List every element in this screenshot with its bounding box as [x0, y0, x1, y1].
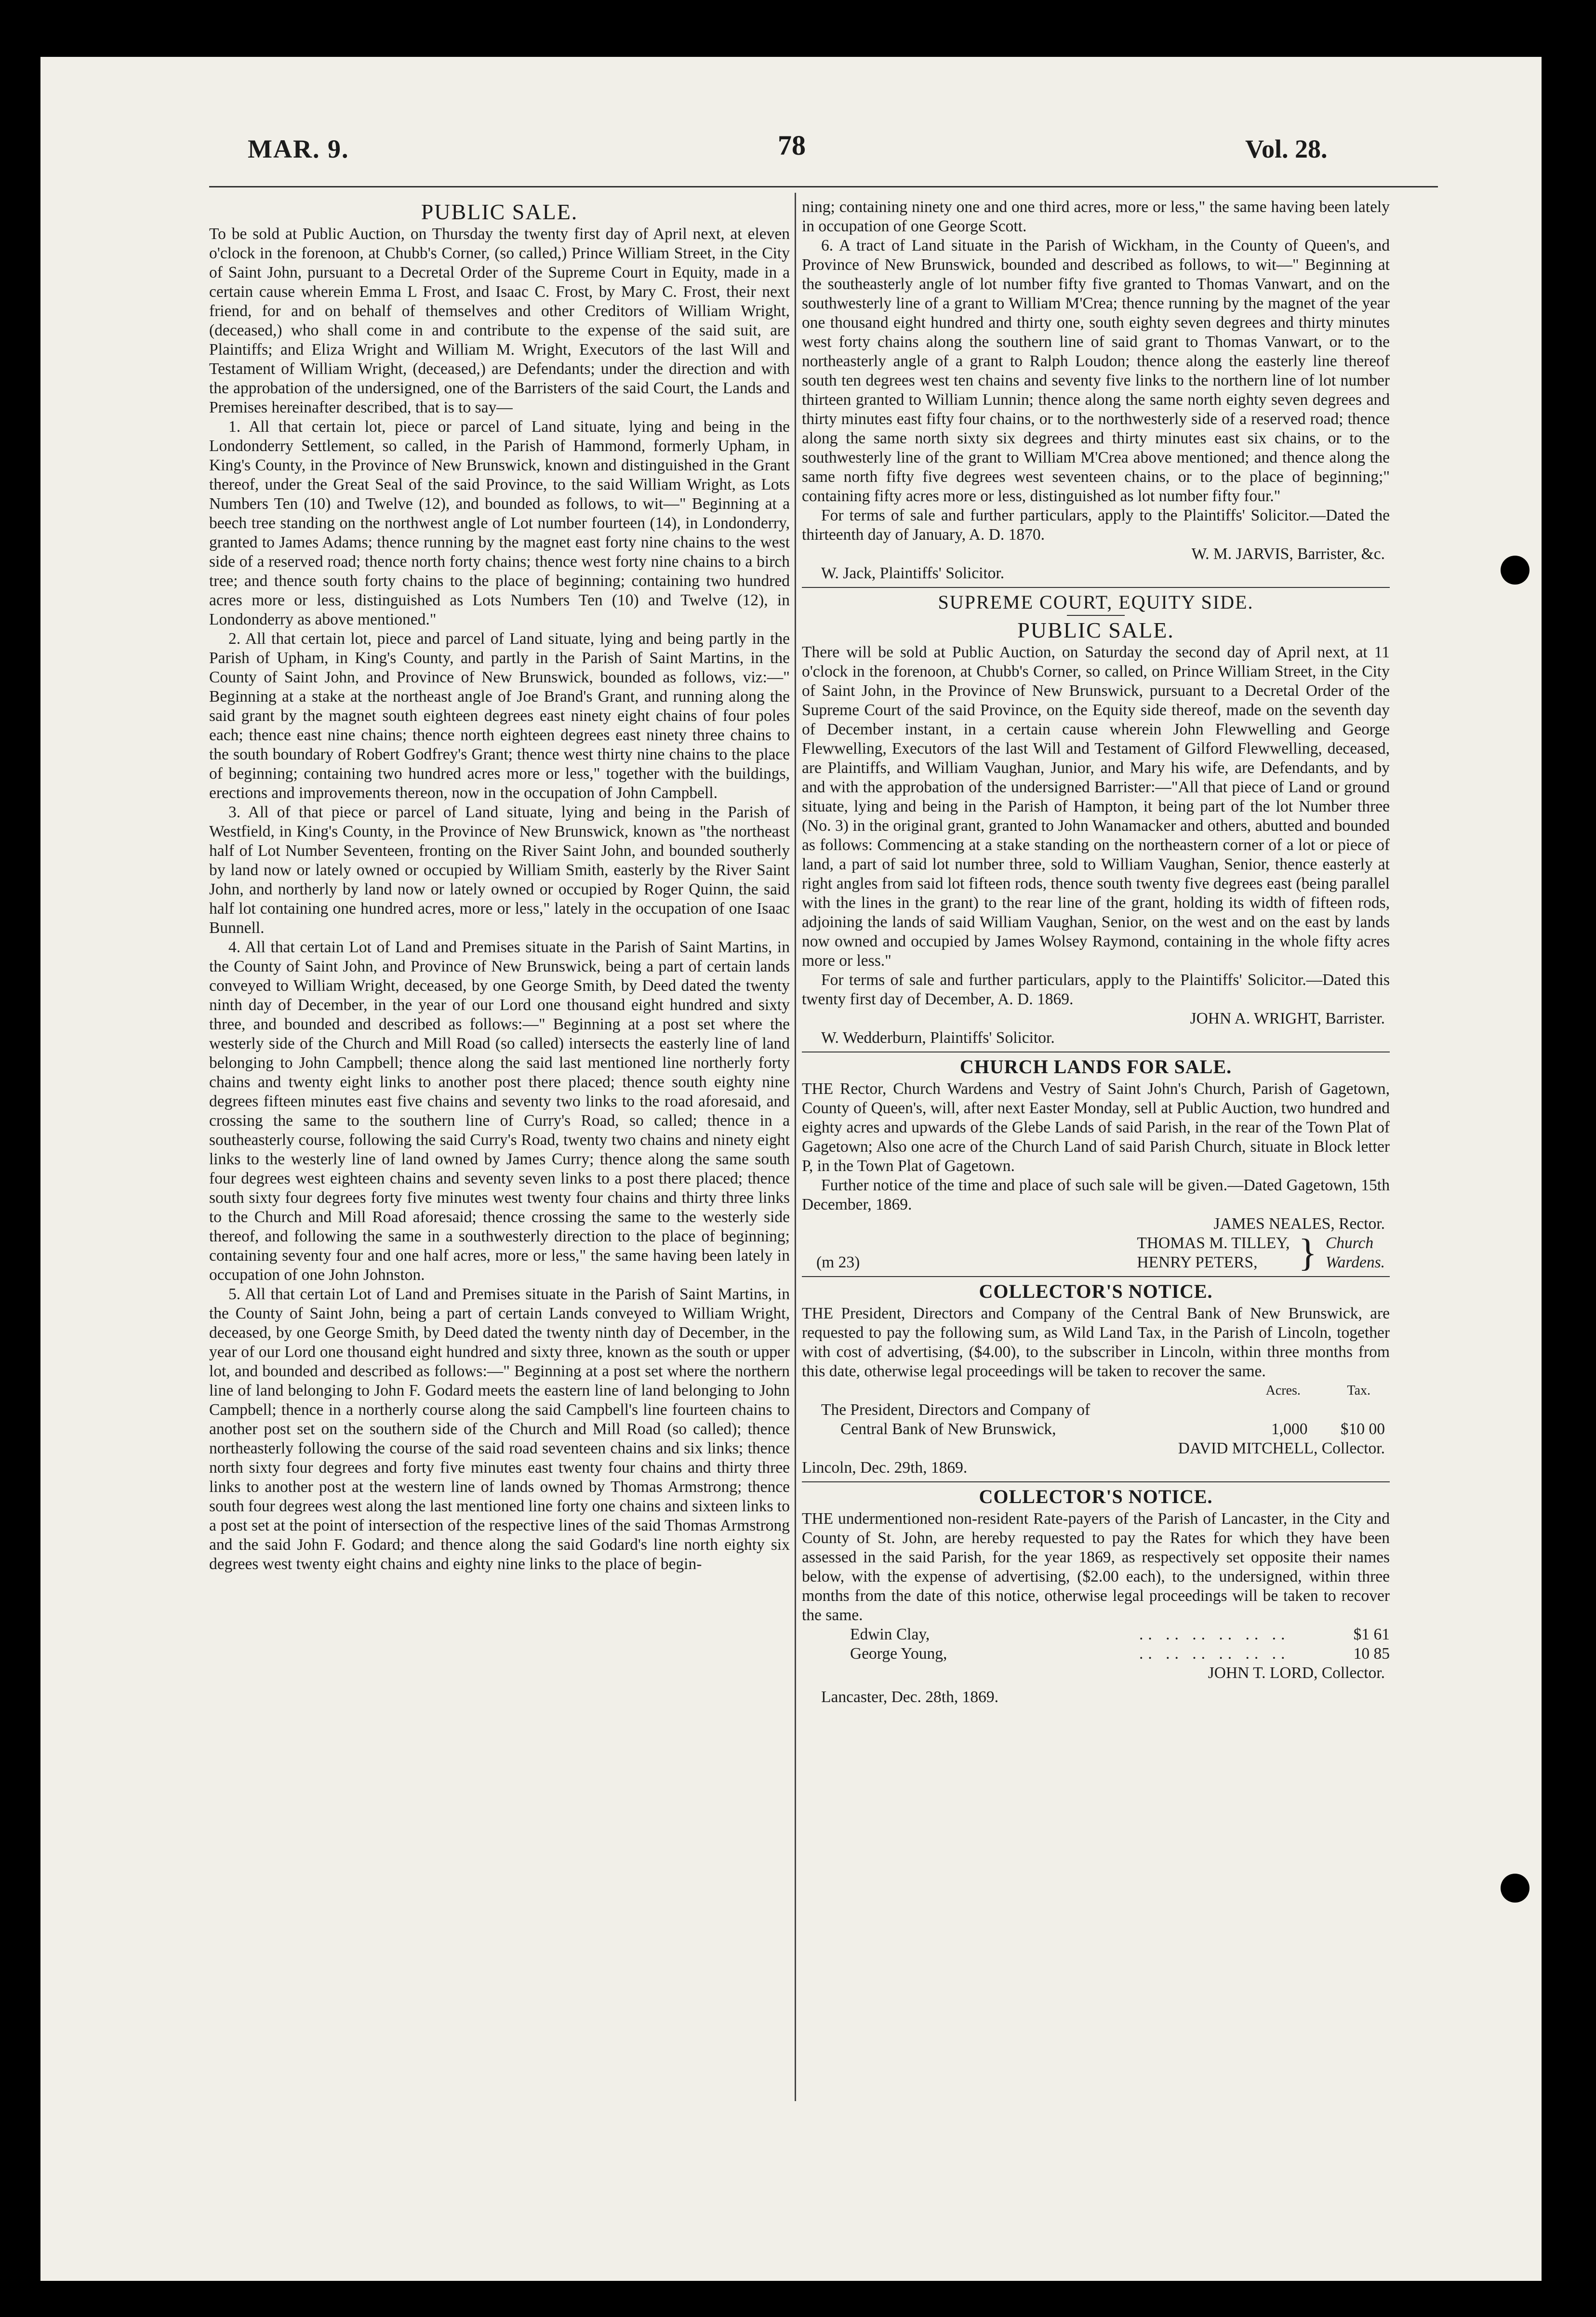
left-column	[209, 198, 790, 1574]
right-column	[802, 198, 1390, 1707]
church-lands-notice: Further notice of the time and place of such sale will be given.—Dated Gagetown, 15th December, 1869.	[802, 1176, 1390, 1213]
bank-name-line-2: Central Bank of New Brunswick,	[840, 1420, 1056, 1438]
acres-column-header: Acres.	[1265, 1383, 1301, 1398]
header-rule	[209, 186, 1438, 187]
collector-2-date: Lancaster, Dec. 28th, 1869.	[821, 1688, 998, 1706]
warden-names	[1137, 1234, 1290, 1272]
lot-2-paragraph: 2. All that certain lot, piece and parcel of Land situate, lying and being partly in the Parish of Upham, in King's County, and partly in the Parish of Saint Martins, in the County of Saint John, and Province of New Brunswick, bounded as follows, viz:—" Beginning at a stake at the northeast angle of Joe Brand's Grant, and running along the said grant by the magnet south eighteen degrees east ninety eight chains of four poles each; thence east nine chains; thence north eighteen degrees east ninety three chains to the south boundary of Robert Godfrey's Grant; thence west thirty nine chains to the place of beginning; containing two hundred acres more or less," together with the buildings, erections and improvements thereon, now in the occupation of John Campbell.	[209, 630, 790, 802]
punch-hole-icon	[1501, 556, 1530, 585]
collector-notice-1-title: COLLECTOR'S NOTICE.	[979, 1280, 1213, 1302]
lot-6-paragraph: 6. A tract of Land situate in the Parish of Wickham, in the County of Queen's, and Province of New Brunswick, bounded and described as follows, to wit—" Beginning at the southeasterly angle of lot number fifty five granted to Thomas Vanwart, and on the southwesterly line of a grant to William M'Crea; thence running by the magnet of the year one thousand eight hundred and thirty one, south eighty seven degrees and thirty minutes west forty chains along the southern line of said grant to Thomas Vanwart, or to the northeasterly angle of a grant to Ralph Loudon; thence along the easterly line thereof south ten degrees west ten chains and seventy five links to the northern line of lot number thirteen granted to William Lunnin; thence along the same north eighty seven degrees and thirty minutes east fifty four chains, or to the northwesterly side of a reserved road; thence along the same north sixty six degrees and thirty minutes east six chains, or to the southwesterly line of the grant to William M'Crea above mentioned; and thence along the same north fifty five degrees west seventeen chains, or to the place of beginning;" containing fifty acres more or less, distinguished as lot number fifty four."	[802, 237, 1390, 505]
page-header	[40, 57, 1542, 168]
punch-hole-icon	[1501, 1874, 1530, 1903]
leader-dots: .. .. .. .. .. ..	[1139, 1645, 1290, 1663]
collector-2-signature: JOHN T. LORD, Collector.	[1208, 1664, 1385, 1682]
wardens-label-2: Wardens.	[1325, 1253, 1385, 1271]
solicitor-line-2: W. Wedderburn, Plaintiffs' Solicitor.	[821, 1029, 1055, 1047]
lot-4-paragraph: 4. All that certain Lot of Land and Premises situate in the Parish of Saint Martins, in the County of Saint John, and Province of New Brunswick, being a part of certain lands conveyed to William Wright, deceased, by one George Smith, by Deed dated the twenty ninth day of December, in the year of our Lord one thousand eight hundred and sixty three, and bounded and described as follows:—" Beginning at a post set where the westerly side of the Church and Mill Road (so called) intersects the easterly line of land belonging to John Campbell; thence along the said last mentioned line northerly forty chains and twenty eight links to another post there placed; thence south eighty nine degrees fifteen minutes east five chains and seventy two links to the road aforesaid, and crossing the same to the southern line of Curry's Road, so called; thence in a southeasterly course, following the said Curry's Road, twenty two chains and ninety eight links to the westerly line of land owned by James Curry; thence along the same south four degrees west eighteen chains and seventy seven links to a post there placed; thence south sixty four degrees forty five minutes west twenty four chains and thirty three links to the Church and Mill Road aforesaid; thence crossing the same to the westerly side thereof, and following the same in a southwesterly direction to the place of beginning; containing seventy four and one half acres, more or less," the same having been lately in occupation of one John Johnston.	[209, 938, 790, 1284]
bank-acres: 1,000	[1271, 1420, 1308, 1438]
newspaper-page	[40, 57, 1542, 2281]
bank-name-row	[821, 1420, 1390, 1439]
rector-signature: JAMES NEALES, Rector.	[1213, 1215, 1385, 1233]
lot-3-paragraph: 3. All of that piece or parcel of Land situate, lying and being in the Parish of Westfield, in King's County, in the Province of New Brunswick, known as "the northeast half of Lot Number Seventeen, fronting on the River Saint John, and bounded southerly by land now or lately owned or occupied by William Smith, easterly by the River Saint John, and northerly by land now or lately owned or occupied by Roger Quinn, the said half lot containing one hundred acres, more or less," lately in the occupation of one Isaac Bunnell.	[209, 803, 790, 937]
collector-1-date: Lincoln, Dec. 29th, 1869.	[802, 1459, 968, 1477]
section-rule	[802, 1481, 1390, 1482]
wardens-label-1: Church	[1325, 1234, 1374, 1252]
tax-table-header	[802, 1381, 1390, 1400]
bank-values	[1271, 1420, 1390, 1439]
bank-tax: $10 00	[1340, 1420, 1385, 1438]
barrister-signature-2: JOHN A. WRIGHT, Barrister.	[1190, 1010, 1385, 1027]
church-lands-title: CHURCH LANDS FOR SALE.	[959, 1056, 1232, 1078]
solicitor-line-1: W. Jack, Plaintiffs' Solicitor.	[821, 564, 1005, 582]
payer-row	[802, 1644, 1390, 1664]
wardens-signatures	[1137, 1234, 1390, 1272]
terms-paragraph-2: For terms of sale and further particulars, apply to the Plaintiffs' Solicitor.—Dated this twenty first day of December, A. D. 1869.	[802, 971, 1390, 1008]
volume-number: Vol. 28.	[1245, 134, 1328, 163]
leader-dots: .. .. .. .. .. ..	[1139, 1625, 1290, 1643]
payer-name: George Young,	[850, 1645, 947, 1663]
wardens-block	[802, 1234, 1390, 1272]
brace-icon: }	[1298, 1232, 1317, 1274]
collector-notice-1-body: THE President, Directors and Company of the Central Bank of New Brunswick, are requested to pay the following sum, as Wild Land Tax, in the Parish of Lincoln, together with cost of advertising, ($4.00), to the subscriber in Lincoln, within three months from this date, otherwise legal proceedings will be taken to recover the same.	[802, 1305, 1390, 1380]
bank-name-line-1: The President, Directors and Company of	[821, 1401, 1091, 1419]
terms-paragraph-1: For terms of sale and further particulars, apply to the Plaintiffs' Solicitor.—Dated the thirteenth day of January, A. D. 1870.	[802, 506, 1390, 544]
bank-entry	[802, 1400, 1390, 1439]
section-rule	[802, 587, 1390, 588]
payer-name: Edwin Clay,	[850, 1625, 930, 1643]
ad-code: (m 23)	[816, 1253, 860, 1271]
payer-amount: $1 61	[1353, 1625, 1390, 1643]
section-rule	[802, 1276, 1390, 1277]
barrister-signature-1: W. M. JARVIS, Barrister, &c.	[1191, 545, 1385, 563]
public-sale-title: PUBLIC SALE.	[421, 200, 578, 224]
wardens-label	[1326, 1234, 1390, 1272]
warden-2: HENRY PETERS,	[1137, 1253, 1258, 1271]
public-sale-2-body: There will be sold at Public Auction, on Saturday the second day of April next, at 11 o'clock in the forenoon, at Chubb's Corner, so called, on Prince William Street, in the City of Saint John, in the Province of New Brunswick, pursuant to a Decretal Order of the Supreme Court of the said Province, on the Equity side thereof, made on the seventh day of December instant, in a certain cause wherein John Flewwelling and George Flewwelling, Executors of the last Will and Testament of Gilford Flewwelling, deceased, are Plaintiffs, and William Vaughan, Junior, and Mary his wife, are Defendants, and by and with the approbation of the undersigned Barrister:—"All that piece of Land or ground situate, lying and being in the Parish of Hampton, it being part of the lot Number three (No. 3) in the original grant, granted to John Wanamacker and others, abutted and bounded as follows: Commencing at a stake standing on the northeastern corner of a lot or piece of land, a part of said lot number three, sold to William Vaughan, Senior, thence easterly at right angles from said lot fifteen rods, thence south twenty five degrees east (being parallel with the lines in the grant) to the rear line of the grant, holding its width of fifteen rods, adjoining the lands of said William Vaughan, Senior, on the west and on the east by lands now owned and occupied by James Wolsey Raymond, containing in the whole fifty acres more or less."	[802, 643, 1390, 970]
short-rule	[1067, 615, 1125, 616]
court-title: SUPREME COURT, EQUITY SIDE.	[938, 591, 1254, 613]
lot-5-paragraph: 5. All that certain Lot of Land and Premises situate in the Parish of Saint Martins, in the County of Saint John, being a part of certain Lands conveyed to William Wright, deceased, by one George Smith, by Deed dated the twenty ninth day of December, in the year of our Lord one thousand eight hundred and sixty three, known as the south or upper lot, and bounded and described as follows:—" Beginning at a post set where the northern line of land belonging to John F. Godard meets the eastern line of land belonging to John Campbell; thence in a northerly course along the said Campbell's line fourteen chains to another post set on the southern side of the Church and Mill Road (so called); thence northeasterly following the course of the said road seventeen chains and six links; thence north sixty four degrees and forty five minutes east twenty four chains and thirty three links to another post at the western line of lands owned by Thomas Armstrong; thence south four degrees west along the last mentioned line forty one chains and sixteen links to a post set at the point of intersection of the respective lines of the said Thomas Armstrong and the said John F. Godard; and thence along the said Godard's line north eighty six degrees west twenty eight chains and eighty nine links to the place of begin-	[209, 1285, 790, 1573]
tax-column-header: Tax.	[1347, 1383, 1370, 1398]
column-divider	[795, 193, 796, 2101]
collector-notice-2-body: THE undermentioned non-resident Rate-payers of the Parish of Lancaster, in the City and County of St. John, are hereby requested to pay the Rates for which they have been assessed in the said Parish, for the year 1869, as respectively set opposite their names below, with the expense of advertising, ($2.00 each), to the undersigned, within three months from the date of this notice, otherwise legal proceedings will be taken to recover the same.	[802, 1510, 1390, 1624]
payer-row	[802, 1625, 1390, 1644]
lot-5-continuation: ning; containing ninety one and one third acres, more or less," the same having been lately in occupation of one George Scott.	[802, 198, 1390, 235]
church-lands-body: THE Rector, Church Wardens and Vestry of Saint John's Church, Parish of Gagetown, County of Queen's, will, after next Easter Monday, sell at Public Auction, two hundred and eighty acres and upwards of the Glebe Lands of said Parish, in the rear of the Town Plat of Gagetown; Also one acre of the Church Land of said Parish Church, situate in Block letter P, in the Town Plat of Gagetown.	[802, 1080, 1390, 1175]
issue-date: MAR. 9.	[248, 134, 349, 163]
warden-1: THOMAS M. TILLEY,	[1137, 1234, 1290, 1252]
collector-notice-2-title: COLLECTOR'S NOTICE.	[979, 1486, 1213, 1507]
collector-1-signature: DAVID MITCHELL, Collector.	[1178, 1439, 1385, 1457]
page-number: 78	[778, 130, 806, 161]
public-sale-2-title: PUBLIC SALE.	[1017, 618, 1174, 642]
lot-1-paragraph: 1. All that certain lot, piece or parcel of Land situate, lying and being in the Londonderry Settlement, so called, in the Parish of Hammond, formerly Upham, in King's County, in the Province of New Brunswick, known and distinguished in the Grant thereof, under the Great Seal of the said Province, to the said William Wright, as Lots Numbers Ten (10) and Twelve (12), and bounded as follows, to wit—" Beginning at a beech tree standing on the northwest angle of Lot number fourteen (14), in Londonderry, granted to James Adams; thence running by the magnet east forty nine chains to the west side of a reserved road; thence north forty chains; thence west forty nine chains to a birch tree; and thence south forty chains to the place of beginning; containing two hundred acres more or less, distinguished as Lots Numbers Ten (10) and Twelve (12), in Londonderry as above mentioned."	[209, 418, 790, 628]
public-sale-intro: To be sold at Public Auction, on Thursday the twenty first day of April next, at eleven o'clock in the forenoon, at Chubb's Corner, (so called,) Prince William Street, in the City of Saint John, pursuant to a Decretal Order of the Supreme Court in Equity, made in a certain cause wherein Emma L Frost, and Isaac C. Frost, by Mary C. Frost, their next friend, for and on behalf of themselves and other Creditors of William Wright, (deceased,) who shall come in and contribute to the expense of the said suit, are Plaintiffs; and Eliza Wright and William M. Wright, Executors of the last Will and Testament of William Wright, (deceased,) are Defendants; under the direction and with the approbation of the undersigned, one of the Barristers of the said Court, the Lands and Premises hereinafter described, that is to say—	[209, 225, 790, 416]
payer-amount: 10 85	[1353, 1645, 1390, 1663]
